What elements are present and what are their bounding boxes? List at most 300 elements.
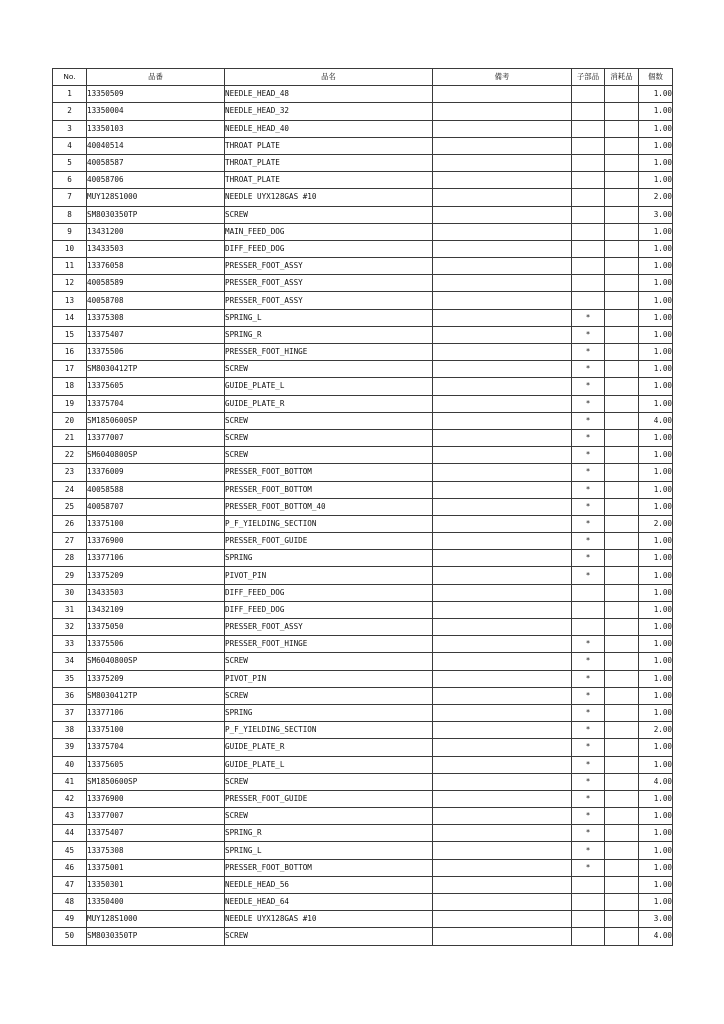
table-row [53,309,673,326]
cell-sub-part: * [572,447,605,464]
table-row [53,739,673,756]
cell-consumable [605,636,639,653]
cell-remarks [433,859,572,876]
cell-no: 16 [53,344,87,361]
cell-remarks [433,911,572,928]
cell-consumable [605,464,639,481]
cell-sub-part: * [572,533,605,550]
cell-qty: 1.00 [639,120,673,137]
cell-no: 31 [53,601,87,618]
cell-part-no: SM1850600SP [87,773,225,790]
cell-remarks [433,464,572,481]
cell-remarks [433,395,572,412]
cell-part-no: SM6040800SP [87,653,225,670]
cell-no: 40 [53,756,87,773]
cell-name: SCREW [225,429,433,446]
cell-remarks [433,344,572,361]
cell-part-no: 13350103 [87,120,225,137]
cell-no: 44 [53,825,87,842]
cell-no: 35 [53,670,87,687]
cell-sub-part: * [572,326,605,343]
cell-consumable [605,326,639,343]
table-row [53,378,673,395]
cell-qty: 1.00 [639,567,673,584]
cell-name: PRESSER_FOOT_HINGE [225,636,433,653]
table-row [53,653,673,670]
cell-sub-part [572,137,605,154]
header-remarks: 備考 [433,69,572,86]
cell-remarks [433,928,572,945]
cell-name: SCREW [225,928,433,945]
cell-sub-part [572,619,605,636]
cell-name: SCREW [225,808,433,825]
table-row [53,876,673,893]
table-row [53,515,673,532]
cell-sub-part [572,894,605,911]
table-row [53,498,673,515]
cell-no: 20 [53,412,87,429]
cell-remarks [433,223,572,240]
cell-qty: 1.00 [639,361,673,378]
cell-sub-part: * [572,498,605,515]
cell-sub-part: * [572,825,605,842]
table-row [53,189,673,206]
cell-qty: 1.00 [639,447,673,464]
cell-consumable [605,412,639,429]
cell-qty: 1.00 [639,825,673,842]
cell-name: NEEDLE_HEAD_48 [225,86,433,103]
table-row [53,687,673,704]
cell-sub-part: * [572,344,605,361]
cell-qty: 4.00 [639,773,673,790]
cell-consumable [605,240,639,257]
cell-consumable [605,653,639,670]
cell-sub-part [572,258,605,275]
cell-sub-part [572,275,605,292]
cell-consumable [605,911,639,928]
cell-part-no: 13432109 [87,601,225,618]
cell-remarks [433,172,572,189]
cell-consumable [605,894,639,911]
cell-name: SCREW [225,653,433,670]
cell-remarks [433,498,572,515]
cell-sub-part: * [572,636,605,653]
cell-qty: 1.00 [639,842,673,859]
cell-sub-part: * [572,515,605,532]
cell-part-no: 13375100 [87,722,225,739]
table-row [53,859,673,876]
cell-part-no: 13375704 [87,739,225,756]
table-row [53,842,673,859]
cell-no: 9 [53,223,87,240]
table-row [53,137,673,154]
cell-no: 28 [53,550,87,567]
cell-name: SCREW [225,206,433,223]
cell-qty: 1.00 [639,154,673,171]
table-row [53,894,673,911]
cell-part-no: 13375407 [87,825,225,842]
cell-name: SCREW [225,447,433,464]
table-row [53,704,673,721]
cell-no: 8 [53,206,87,223]
cell-name: THROAT_PLATE [225,172,433,189]
cell-qty: 3.00 [639,206,673,223]
cell-qty: 1.00 [639,464,673,481]
cell-part-no: 40058708 [87,292,225,309]
cell-qty: 1.00 [639,584,673,601]
table-row [53,773,673,790]
cell-part-no: 13350400 [87,894,225,911]
cell-no: 49 [53,911,87,928]
cell-consumable [605,120,639,137]
cell-remarks [433,189,572,206]
cell-name: NEEDLE_HEAD_32 [225,103,433,120]
cell-no: 45 [53,842,87,859]
cell-no: 33 [53,636,87,653]
cell-name: NEEDLE UYX128GAS #10 [225,911,433,928]
cell-qty: 4.00 [639,412,673,429]
cell-consumable [605,601,639,618]
header-qty: 個数 [639,69,673,86]
cell-name: MAIN_FEED_DOG [225,223,433,240]
cell-sub-part [572,292,605,309]
cell-remarks [433,790,572,807]
table-row [53,86,673,103]
cell-qty: 1.00 [639,876,673,893]
cell-remarks [433,773,572,790]
cell-qty: 1.00 [639,670,673,687]
cell-remarks [433,584,572,601]
cell-qty: 1.00 [639,653,673,670]
table-body [53,86,673,945]
cell-sub-part [572,206,605,223]
cell-consumable [605,309,639,326]
cell-qty: 1.00 [639,326,673,343]
cell-consumable [605,619,639,636]
cell-no: 5 [53,154,87,171]
cell-consumable [605,223,639,240]
cell-name: PRESSER_FOOT_BOTTOM_40 [225,498,433,515]
table-row [53,412,673,429]
cell-sub-part: * [572,704,605,721]
cell-part-no: SM6040800SP [87,447,225,464]
cell-sub-part: * [572,670,605,687]
cell-remarks [433,137,572,154]
cell-part-no: MUY128S1000 [87,911,225,928]
cell-sub-part: * [572,429,605,446]
cell-no: 13 [53,292,87,309]
cell-name: PRESSER_FOOT_GUIDE [225,790,433,807]
cell-name: NEEDLE_HEAD_64 [225,894,433,911]
cell-remarks [433,103,572,120]
cell-qty: 1.00 [639,756,673,773]
cell-consumable [605,481,639,498]
cell-consumable [605,825,639,842]
cell-qty: 2.00 [639,722,673,739]
cell-qty: 1.00 [639,309,673,326]
cell-sub-part [572,601,605,618]
header-sub-part: 子部品 [572,69,605,86]
cell-name: GUIDE_PLATE_R [225,739,433,756]
cell-part-no: 40058587 [87,154,225,171]
cell-no: 24 [53,481,87,498]
cell-remarks [433,258,572,275]
cell-qty: 1.00 [639,240,673,257]
cell-consumable [605,378,639,395]
header-part-no: 品番 [87,69,225,86]
cell-consumable [605,429,639,446]
cell-consumable [605,154,639,171]
cell-part-no: SM1850600SP [87,412,225,429]
cell-no: 14 [53,309,87,326]
cell-part-no: 40058707 [87,498,225,515]
table-row [53,395,673,412]
cell-part-no: 40040514 [87,137,225,154]
cell-consumable [605,550,639,567]
cell-no: 41 [53,773,87,790]
table-row [53,584,673,601]
cell-sub-part [572,584,605,601]
cell-remarks [433,412,572,429]
cell-qty: 1.00 [639,344,673,361]
cell-qty: 1.00 [639,172,673,189]
cell-remarks [433,739,572,756]
cell-sub-part [572,154,605,171]
cell-qty: 1.00 [639,533,673,550]
cell-remarks [433,86,572,103]
cell-sub-part [572,240,605,257]
header-name: 品名 [225,69,433,86]
cell-qty: 1.00 [639,687,673,704]
table-row [53,619,673,636]
cell-remarks [433,275,572,292]
cell-consumable [605,704,639,721]
cell-no: 30 [53,584,87,601]
cell-sub-part [572,189,605,206]
cell-sub-part: * [572,808,605,825]
cell-qty: 2.00 [639,515,673,532]
cell-no: 29 [53,567,87,584]
table-row [53,928,673,945]
cell-no: 6 [53,172,87,189]
cell-qty: 1.00 [639,636,673,653]
cell-qty: 1.00 [639,619,673,636]
cell-part-no: 13375050 [87,619,225,636]
cell-remarks [433,876,572,893]
cell-consumable [605,670,639,687]
cell-part-no: 13433503 [87,584,225,601]
cell-part-no: SM8030412TP [87,687,225,704]
cell-no: 25 [53,498,87,515]
cell-no: 27 [53,533,87,550]
cell-remarks [433,567,572,584]
cell-remarks [433,808,572,825]
cell-part-no: 13375308 [87,842,225,859]
cell-consumable [605,928,639,945]
cell-part-no: 13375704 [87,395,225,412]
cell-remarks [433,894,572,911]
cell-part-no: 13376058 [87,258,225,275]
cell-qty: 1.00 [639,790,673,807]
cell-remarks [433,670,572,687]
cell-no: 34 [53,653,87,670]
cell-consumable [605,515,639,532]
cell-no: 3 [53,120,87,137]
cell-remarks [433,120,572,137]
cell-part-no: 13350004 [87,103,225,120]
table-row [53,447,673,464]
cell-part-no: 13375506 [87,636,225,653]
cell-part-no: 13377106 [87,550,225,567]
cell-consumable [605,292,639,309]
cell-no: 48 [53,894,87,911]
cell-qty: 1.00 [639,894,673,911]
cell-no: 37 [53,704,87,721]
cell-qty: 1.00 [639,481,673,498]
cell-part-no: 13375407 [87,326,225,343]
cell-consumable [605,687,639,704]
cell-consumable [605,790,639,807]
cell-qty: 1.00 [639,601,673,618]
cell-part-no: 40058589 [87,275,225,292]
cell-name: SCREW [225,773,433,790]
table-row [53,172,673,189]
cell-part-no: 13375100 [87,515,225,532]
cell-name: SCREW [225,361,433,378]
table-row [53,550,673,567]
cell-remarks [433,636,572,653]
cell-sub-part [572,120,605,137]
cell-name: SCREW [225,412,433,429]
cell-remarks [433,515,572,532]
cell-consumable [605,722,639,739]
cell-sub-part: * [572,790,605,807]
cell-part-no: 13375605 [87,756,225,773]
cell-sub-part: * [572,378,605,395]
cell-no: 23 [53,464,87,481]
cell-consumable [605,189,639,206]
cell-remarks [433,154,572,171]
table-row [53,601,673,618]
table-row [53,429,673,446]
cell-part-no: 40058706 [87,172,225,189]
cell-consumable [605,533,639,550]
cell-name: PRESSER_FOOT_ASSY [225,292,433,309]
cell-name: SCREW [225,687,433,704]
table-row [53,670,673,687]
cell-no: 26 [53,515,87,532]
cell-part-no: 13433503 [87,240,225,257]
cell-qty: 1.00 [639,292,673,309]
cell-qty: 4.00 [639,928,673,945]
cell-qty: 1.00 [639,739,673,756]
cell-name: DIFF_FEED_DOG [225,240,433,257]
cell-remarks [433,240,572,257]
cell-name: GUIDE_PLATE_R [225,395,433,412]
cell-name: NEEDLE_HEAD_40 [225,120,433,137]
cell-name: PRESSER_FOOT_ASSY [225,275,433,292]
cell-name: GUIDE_PLATE_L [225,756,433,773]
cell-name: PRESSER_FOOT_HINGE [225,344,433,361]
table-row [53,481,673,498]
table-row [53,258,673,275]
cell-name: P_F_YIELDING_SECTION [225,722,433,739]
cell-remarks [433,533,572,550]
table-row [53,911,673,928]
cell-name: DIFF_FEED_DOG [225,584,433,601]
cell-part-no: 13376900 [87,790,225,807]
cell-remarks [433,842,572,859]
cell-name: PRESSER_FOOT_GUIDE [225,533,433,550]
cell-sub-part [572,86,605,103]
cell-no: 47 [53,876,87,893]
cell-consumable [605,756,639,773]
cell-consumable [605,395,639,412]
cell-no: 10 [53,240,87,257]
cell-remarks [433,361,572,378]
cell-remarks [433,825,572,842]
cell-qty: 1.00 [639,704,673,721]
cell-part-no: 13431200 [87,223,225,240]
cell-sub-part: * [572,842,605,859]
cell-sub-part [572,103,605,120]
table-row [53,790,673,807]
cell-no: 32 [53,619,87,636]
table-row [53,361,673,378]
cell-consumable [605,773,639,790]
cell-part-no: 13377007 [87,429,225,446]
cell-qty: 1.00 [639,103,673,120]
cell-consumable [605,137,639,154]
cell-part-no: SM8030412TP [87,361,225,378]
cell-sub-part [572,911,605,928]
cell-sub-part: * [572,756,605,773]
cell-name: SPRING_L [225,842,433,859]
cell-no: 1 [53,86,87,103]
table-row [53,756,673,773]
cell-name: NEEDLE_HEAD_56 [225,876,433,893]
cell-remarks [433,601,572,618]
cell-no: 11 [53,258,87,275]
cell-no: 22 [53,447,87,464]
cell-no: 42 [53,790,87,807]
table-row [53,808,673,825]
cell-qty: 1.00 [639,429,673,446]
cell-remarks [433,429,572,446]
cell-qty: 1.00 [639,550,673,567]
cell-consumable [605,344,639,361]
cell-qty: 1.00 [639,808,673,825]
cell-qty: 3.00 [639,911,673,928]
cell-sub-part [572,928,605,945]
cell-sub-part: * [572,481,605,498]
cell-no: 21 [53,429,87,446]
cell-qty: 2.00 [639,189,673,206]
cell-consumable [605,498,639,515]
cell-part-no: 13375001 [87,859,225,876]
cell-part-no: 13350301 [87,876,225,893]
cell-consumable [605,567,639,584]
cell-qty: 1.00 [639,258,673,275]
cell-sub-part: * [572,653,605,670]
cell-consumable [605,739,639,756]
cell-part-no: MUY128S1000 [87,189,225,206]
cell-consumable [605,172,639,189]
table-row [53,464,673,481]
cell-name: PRESSER_FOOT_BOTTOM [225,481,433,498]
cell-no: 43 [53,808,87,825]
cell-consumable [605,361,639,378]
